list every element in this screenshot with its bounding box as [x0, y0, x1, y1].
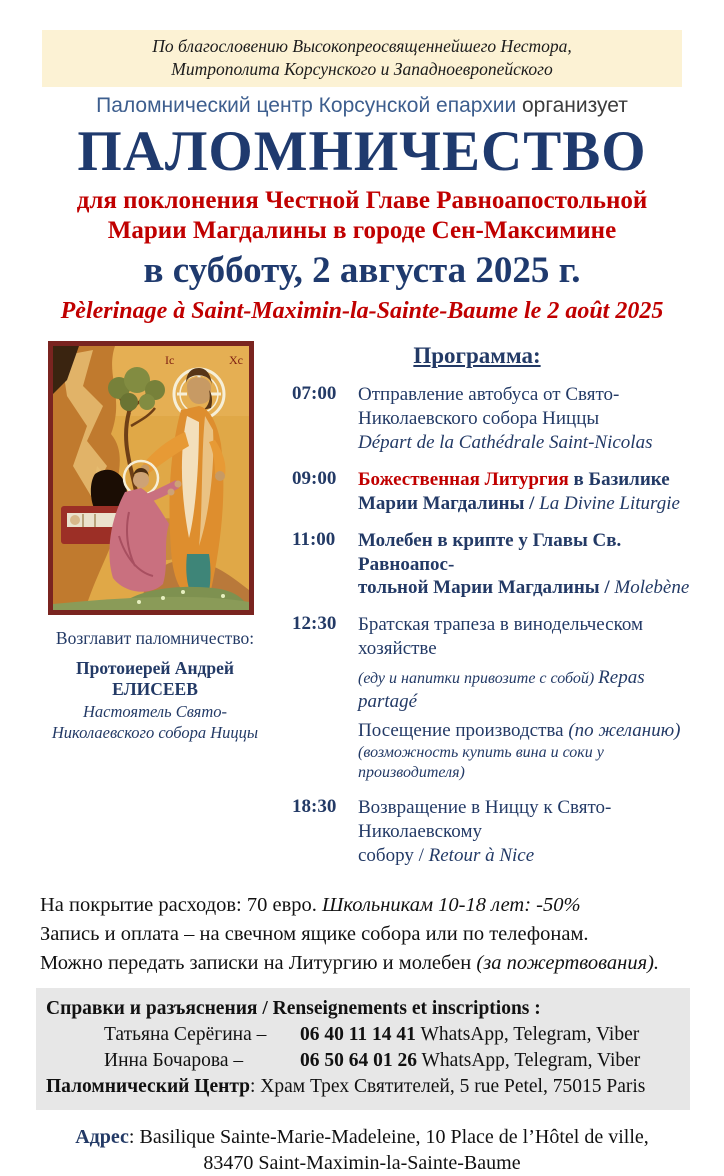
moleben-line2: тольной Марии Магдалины /	[358, 577, 615, 599]
pilgrim-center-address: : Храм Трех Святителей, 5 rue Petel, 75015 Paris	[250, 1075, 646, 1097]
program-0700-line-1: Отправление автобуса от Свято-	[358, 383, 620, 405]
pilgrimage-flyer	[0, 30, 724, 1175]
contact-row-inna	[46, 1048, 680, 1074]
program-1830-line-2	[358, 844, 702, 868]
leader-title	[48, 702, 262, 743]
leader-intro: Возглавит паломничество:	[55, 627, 255, 648]
leader-title-line-2: Николаевского собора Ниццы	[51, 722, 259, 742]
program-item-text	[358, 613, 702, 783]
mary-magdalene-icon-image	[53, 346, 249, 610]
program-item-text	[358, 383, 652, 455]
address-label: Адрес	[75, 1126, 129, 1149]
contact-row-tatiana	[46, 1022, 680, 1048]
pilgrim-center-label: Паломнический Центр	[46, 1075, 251, 1097]
french-subtitle-line: Pèlerinage à Saint-Maximin-la-Sainte-Baume le 2 août 2025	[60, 297, 664, 324]
organizer-line	[0, 94, 724, 118]
cost-line-2: Запись и оплата – на свечном ящике собора или по телефонам.	[40, 923, 589, 946]
address-block	[0, 1124, 724, 1176]
subtitle-line-1: для поклонения Честной Главе Равноапостольной	[76, 187, 648, 215]
contact-name: Инна Бочарова –	[104, 1049, 244, 1071]
program-0700-line-2: Николаевского собора Ниццы	[358, 407, 600, 429]
meal-note-fr: Repas partagé	[358, 667, 645, 713]
program-1230-note	[358, 666, 702, 714]
liturgy-red-text: Божественная Литургия	[358, 468, 569, 490]
cost-amount: На покрытие расходов: 70 евро.	[40, 894, 323, 917]
leader-name: Протоиерей Андрей ЕЛИСЕЕВ	[76, 657, 234, 699]
program-1230-buy-note: (возможность купить вина и соки у производителя)	[358, 744, 604, 782]
notes-text: Можно передать записки на Литургию и молебен	[40, 952, 477, 975]
program-item-0900	[292, 468, 702, 516]
visit-text: Посещение производства	[358, 720, 569, 742]
icon-frame	[48, 341, 254, 615]
program-1100-line-1: Молебен в крипте у Главы Св. Равноапос-	[358, 529, 622, 575]
blessing-line-1: По благословению Высокопреосвященнейшего Нестора,	[152, 36, 572, 56]
leader-block	[48, 628, 262, 743]
program-item-1230	[292, 613, 702, 783]
pilgrim-center-line	[46, 1074, 680, 1100]
program-1100-french: Molebène	[614, 577, 690, 599]
date-line: в субботу, 2 августа 2025 г.	[143, 250, 581, 292]
program-item-1830	[292, 796, 702, 868]
program-item-0700	[292, 383, 702, 455]
program-1230-line-1: Братская трапеза в винодельческом хозяйстве	[358, 614, 644, 660]
liturgy-rest-text: в Базилике	[568, 468, 670, 490]
cost-line-3	[40, 949, 684, 978]
icon-inscription-ic: Ic	[165, 352, 175, 367]
organizer-verb: организует	[516, 94, 628, 118]
cost-line-1	[40, 891, 684, 920]
contact-apps: WhatsApp, Telegram, Viber	[417, 1049, 641, 1071]
time-label: 07:00	[292, 382, 337, 404]
meal-note-ru: (еду и напитки привозите с собой)	[358, 670, 599, 688]
organizer-name: Паломнический центр Корсунской епархии	[96, 94, 517, 118]
program-0900-line-1	[358, 468, 680, 492]
main-columns	[48, 341, 702, 881]
liturgy-line2: Марии Магдалины /	[358, 492, 540, 514]
icon-inscription-xc: Xc	[229, 352, 243, 367]
program-0900-line-2	[358, 492, 680, 516]
program-1230-visit	[358, 719, 702, 743]
costs-section	[40, 891, 684, 978]
program-1100-line-2	[358, 576, 702, 600]
time-label: 12:30	[292, 613, 337, 635]
address-line-1	[0, 1124, 724, 1150]
program-column	[266, 341, 702, 881]
subtitle-line-2: Марии Магдалины в городе Сен-Максимине	[107, 216, 617, 244]
program-item-1100	[292, 529, 702, 601]
program-1830-line-1: Возвращение в Ниццу к Свято-Николаевскому	[358, 797, 612, 843]
contact-name: Татьяна Серёгина –	[104, 1023, 267, 1045]
program-item-text	[358, 468, 680, 516]
blessing-line-2: Митрополита Корсунского и Западноевропейского	[171, 59, 553, 80]
address-line-2: 83470 Saint-Maximin-la-Sainte-Baume	[203, 1152, 521, 1175]
contact-phone: 06 40 11 14 41	[300, 1023, 416, 1045]
program-1830-french: Retour à Nice	[428, 845, 535, 867]
address-value: : Basilique Sainte-Marie-Madeleine, 10 Place de l’Hôtel de ville,	[128, 1126, 649, 1149]
time-label: 18:30	[292, 796, 337, 818]
visit-optional: (по желанию)	[568, 720, 681, 742]
program-item-text	[358, 796, 702, 868]
time-label: 09:00	[292, 467, 337, 489]
icon-column	[48, 341, 266, 881]
program-heading: Программа:	[413, 342, 541, 368]
cost-discount: Школьникам 10-18 лет: -50%	[322, 894, 581, 917]
contacts-heading: Справки и разъяснения / Renseignements et inscriptions :	[46, 997, 541, 1019]
program-0700-french: Départ de la Cathédrale Saint-Nicolas	[358, 431, 653, 453]
contacts-box	[36, 988, 690, 1111]
time-label: 11:00	[292, 528, 336, 550]
blessing-box	[42, 30, 682, 87]
subtitle	[0, 186, 724, 245]
page-title: ПАЛОМНИЧЕСТВО	[77, 120, 647, 184]
contact-phone: 06 50 64 01 26	[300, 1049, 417, 1071]
contact-apps: WhatsApp, Telegram, Viber	[415, 1023, 640, 1045]
program-0900-french: La Divine Liturgie	[539, 492, 680, 514]
return-line2: собору /	[358, 845, 429, 867]
donation-note: (за пожертвования).	[476, 952, 660, 975]
program-item-text	[358, 529, 702, 601]
leader-title-line-1: Настоятель Свято-	[82, 701, 228, 721]
